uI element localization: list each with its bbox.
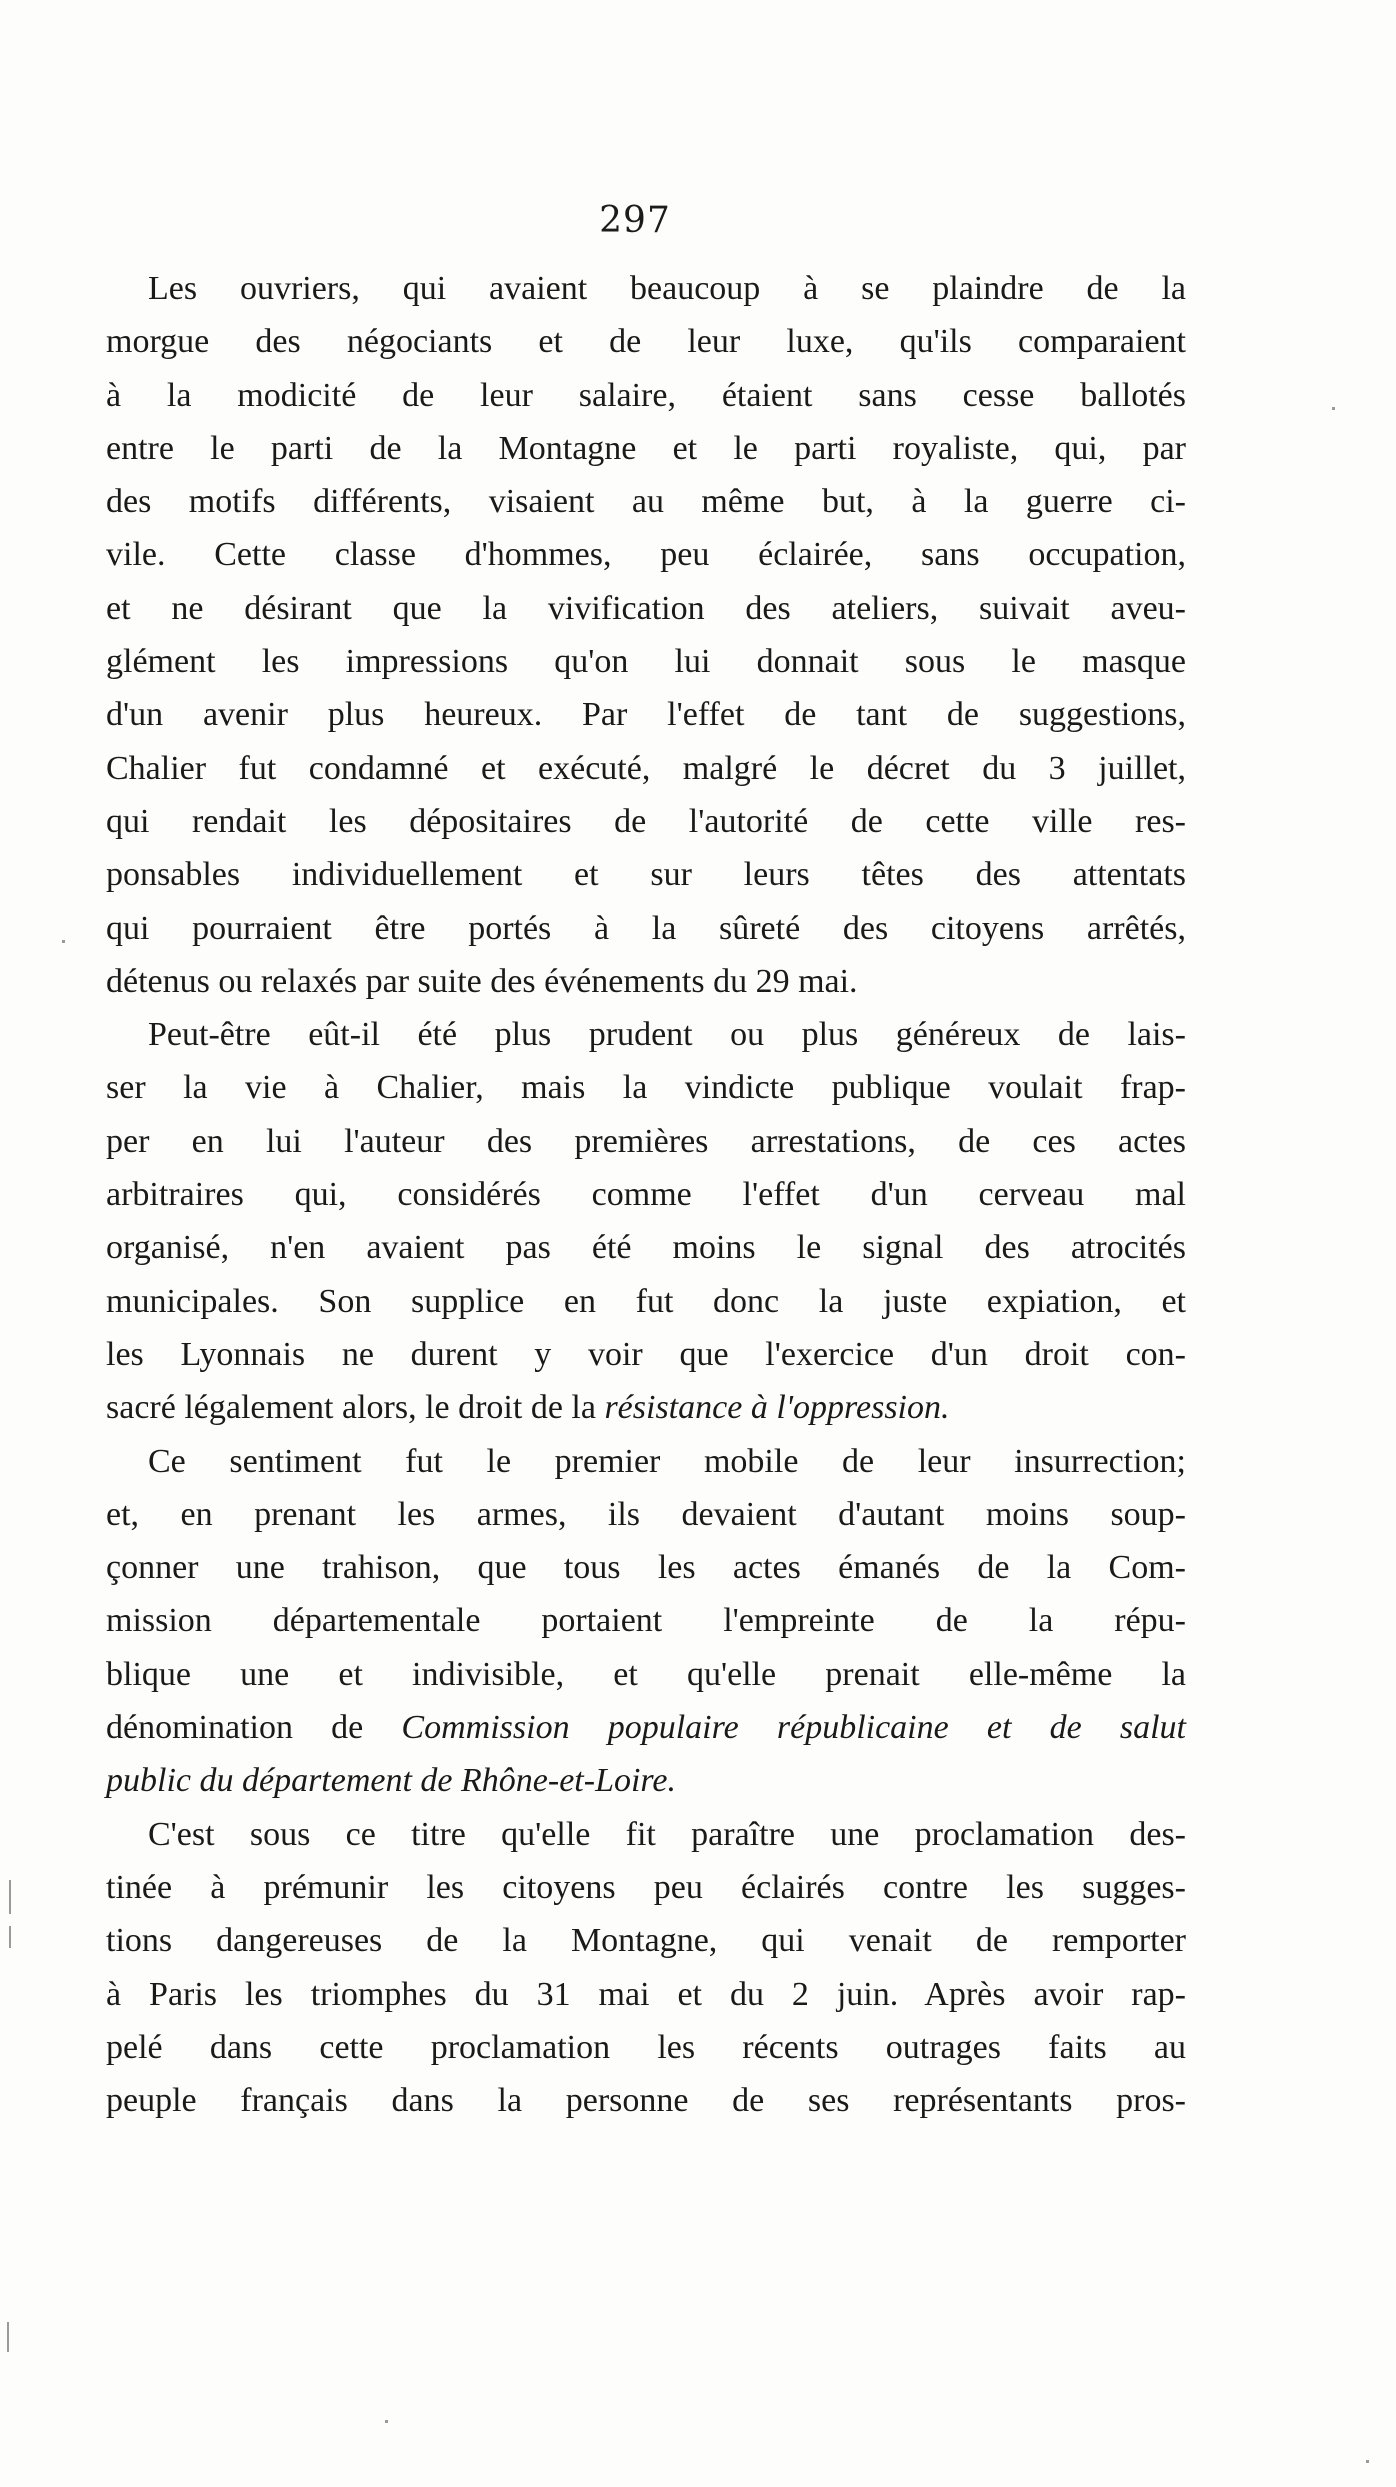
scan-artifact-mark (62, 940, 65, 943)
text-line (106, 1541, 1186, 1594)
text-line (106, 1275, 1186, 1328)
italic-text: public du département de Rhône-et-Loire. (106, 1762, 676, 1800)
text-run: tions dangereuses de la Montagne, qui venait de remporter (106, 1922, 1186, 1960)
text-line (106, 582, 1186, 635)
text-run: çonner une trahison, que tous les actes émanés de la Com- (106, 1549, 1186, 1587)
text-run: C'est sous ce titre qu'elle fit paraître une proclamation des- (148, 1815, 1186, 1853)
text-run: mission départementale portaient l'empreinte de la répu- (106, 1602, 1186, 1640)
text-run: des motifs différents, visaient au même but, à la guerre ci- (106, 483, 1186, 521)
text-run: à Paris les triomphes du 31 mai et du 2 juin. Après avoir rap- (106, 1975, 1186, 2013)
text-line (106, 422, 1186, 475)
scan-artifact-mark (7, 2322, 9, 2352)
italic-text: résistance à l'oppression. (604, 1389, 950, 1427)
text-run: dénomination de (106, 1709, 402, 1747)
text-line (106, 369, 1186, 422)
text-run: sacré légalement alors, le droit de la (106, 1389, 605, 1427)
text-run: municipales. Son supplice en fut donc la juste expiation, et (106, 1282, 1186, 1320)
text-line (106, 1435, 1186, 1488)
scan-artifact-mark (1332, 407, 1335, 410)
scan-artifact-mark (1366, 2460, 1369, 2463)
text-run: qui rendait les dépositaires de l'autorité de cette ville res- (106, 802, 1186, 840)
text-line (106, 688, 1186, 741)
text-line (106, 1168, 1186, 1221)
text-line (106, 1328, 1186, 1381)
text-line (106, 1008, 1186, 1061)
text-run: Peut-être eût-il été plus prudent ou plus généreux de lais- (148, 1016, 1186, 1054)
text-line (106, 902, 1186, 955)
text-line (106, 1914, 1186, 1967)
italic-text: Commission populaire républicaine et de salut (401, 1709, 1186, 1747)
text-run: ponsables individuellement et sur leurs têtes des attentats (106, 856, 1186, 894)
text-line (106, 1808, 1186, 1861)
text-line (106, 528, 1186, 581)
text-run: Les ouvriers, qui avaient beaucoup à se plaindre de la (148, 270, 1186, 307)
text-line (106, 955, 1186, 1008)
text-line (106, 1221, 1186, 1274)
page-number: 297 (599, 200, 671, 241)
text-line (106, 795, 1186, 848)
text-run: arbitraires qui, considérés comme l'effet d'un cerveau mal (106, 1176, 1186, 1214)
text-line (106, 315, 1186, 368)
text-run: les Lyonnais ne durent y voir que l'exercice d'un droit con- (106, 1335, 1186, 1373)
text-line (106, 1381, 1186, 1434)
text-line (106, 1488, 1186, 1541)
text-run: à la modicité de leur salaire, étaient sans cesse ballotés (106, 376, 1186, 414)
body-text (106, 262, 1186, 2127)
text-run: morgue des négociants et de leur luxe, qu'ils comparaient (106, 323, 1186, 361)
text-run: Ce sentiment fut le premier mobile de leur insurrection; (148, 1442, 1186, 1480)
text-line (106, 2074, 1186, 2127)
text-line (106, 1061, 1186, 1114)
text-run: d'un avenir plus heureux. Par l'effet de tant de suggestions, (106, 696, 1186, 734)
text-run: organisé, n'en avaient pas été moins le signal des atrocités (106, 1229, 1186, 1267)
text-line (106, 848, 1186, 901)
text-run: pelé dans cette proclamation les récents outrages faits au (106, 2028, 1186, 2066)
text-line (106, 1648, 1186, 1701)
text-line (106, 1968, 1186, 2021)
scan-artifact-mark (9, 1926, 11, 1948)
text-run: per en lui l'auteur des premières arrestations, de ces actes (106, 1122, 1186, 1160)
text-line (106, 262, 1186, 315)
text-line (106, 1594, 1186, 1647)
text-run: qui pourraient être portés à la sûreté des citoyens arrêtés, (106, 909, 1186, 947)
text-run: entre le parti de la Montagne et le parti royaliste, qui, par (106, 429, 1186, 467)
text-run: détenus ou relaxés par suite des événements du 29 mai. (106, 962, 858, 1000)
text-line (106, 635, 1186, 688)
scan-artifact-mark (9, 1880, 11, 1914)
text-line (106, 742, 1186, 795)
text-run: vile. Cette classe d'hommes, peu éclairée, sans occupation, (106, 536, 1186, 574)
text-run: et ne désirant que la vivification des ateliers, suivait aveu- (106, 589, 1186, 627)
text-line (106, 2021, 1186, 2074)
text-run: ser la vie à Chalier, mais la vindicte publique voulait frap- (106, 1069, 1186, 1107)
text-line (106, 1115, 1186, 1168)
text-line (106, 1701, 1186, 1754)
text-run: glément les impressions qu'on lui donnait sous le masque (106, 643, 1186, 681)
text-run: tinée à prémunir les citoyens peu éclairés contre les sugges- (106, 1868, 1186, 1906)
text-line (106, 1754, 1186, 1807)
text-run: Chalier fut condamné et exécuté, malgré le décret du 3 juillet, (106, 749, 1186, 787)
text-line (106, 475, 1186, 528)
text-run: et, en prenant les armes, ils devaient d'autant moins soup- (106, 1495, 1186, 1533)
text-run: blique une et indivisible, et qu'elle prenait elle-même la (106, 1655, 1186, 1693)
text-line (106, 1861, 1186, 1914)
scan-artifact-mark (385, 2420, 388, 2423)
text-run: peuple français dans la personne de ses représentants pros- (106, 2082, 1186, 2120)
